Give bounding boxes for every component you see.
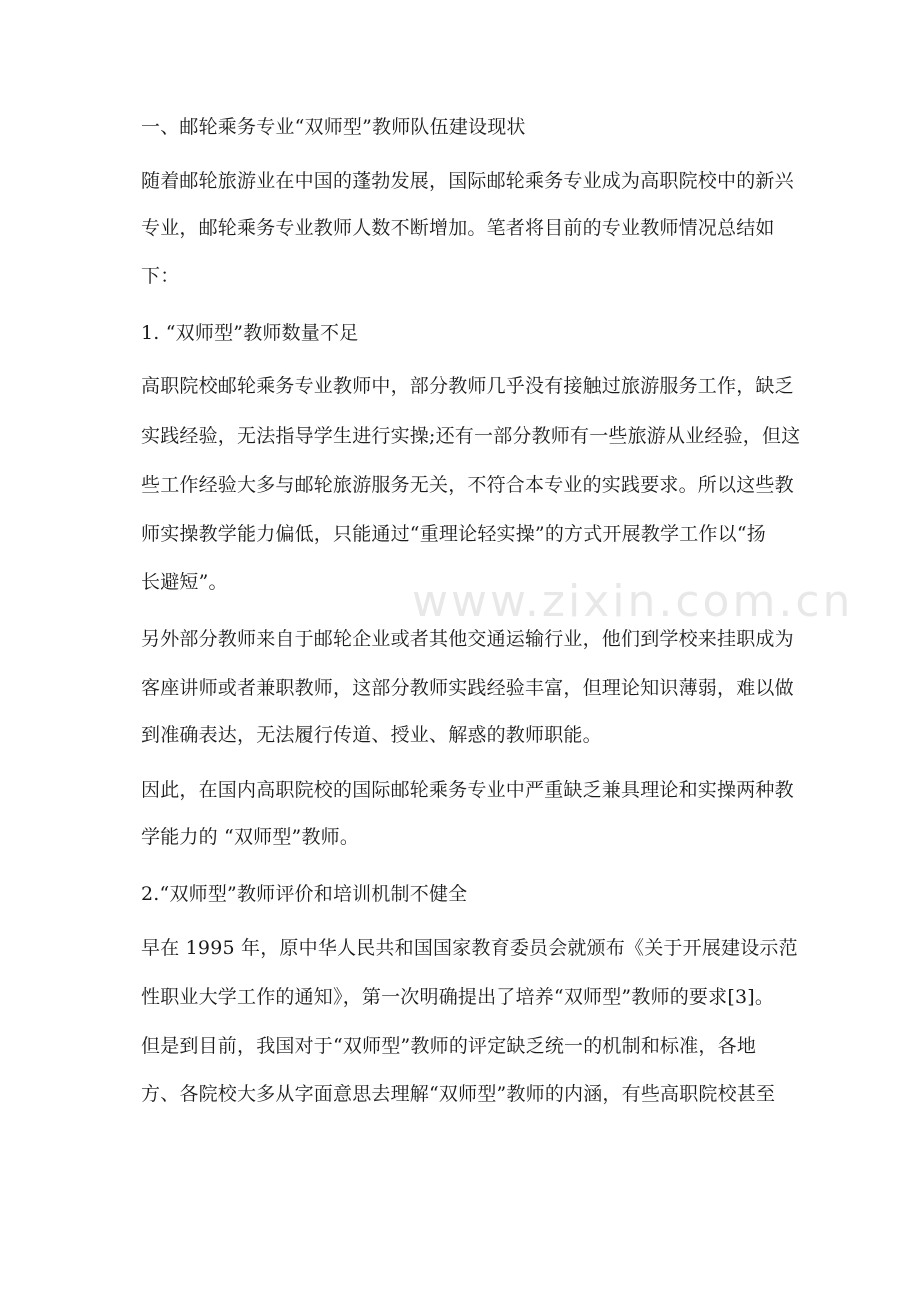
paragraph-line: 专业，邮轮乘务专业教师人数不断增加。笔者将目前的专业教师情况总结如	[141, 217, 775, 239]
paragraph-line: 另外部分教师来自于邮轮企业或者其他交通运输行业，他们到学校来挂职成为	[141, 628, 794, 650]
paragraph-line: 到准确表达，无法履行传道、授业、解惑的教师职能。	[141, 724, 602, 746]
subheading: 2.“双师型”教师评价和培训机制不健全	[141, 883, 468, 905]
subheading: 1. “双师型”教师数量不足	[141, 322, 359, 344]
paragraph-line: 随着邮轮旅游业在中国的蓬勃发展，国际邮轮乘务专业成为高职院校中的新兴	[141, 170, 794, 192]
paragraph-line: 长避短”。	[141, 571, 228, 593]
paragraph-line: 方、各院校大多从字面意思去理解“双师型”教师的内涵，有些高职院校甚至	[141, 1083, 776, 1105]
watermark: www.zixin.com.cn	[412, 576, 854, 627]
paragraph-line: 学能力的 “双师型”教师。	[141, 826, 360, 848]
section-heading: 一、邮轮乘务专业“双师型”教师队伍建设现状	[141, 116, 526, 138]
paragraph-line: 些工作经验大多与邮轮旅游服务无关，不符合本专业的实践要求。所以这些教	[141, 474, 794, 496]
paragraph-line: 早在 1995 年，原中华人民共和国国家教育委员会就颁布《关于开展建设示范	[141, 937, 798, 959]
paragraph-line: 但是到目前，我国对于“双师型”教师的评定缺乏统一的机制和标准，各地	[141, 1035, 757, 1057]
paragraph-line: 因此，在国内高职院校的国际邮轮乘务专业中严重缺乏兼具理论和实操两种教	[141, 779, 794, 801]
paragraph-line: 客座讲师或者兼职教师，这部分教师实践经验丰富，但理论知识薄弱，难以做	[141, 677, 794, 699]
paragraph-line: 高职院校邮轮乘务专业教师中，部分教师几乎没有接触过旅游服务工作，缺乏	[141, 375, 794, 397]
paragraph-line: 实践经验，无法指导学生进行实操;还有一部分教师有一些旅游从业经验，但这	[141, 425, 801, 447]
paragraph-line: 师实操教学能力偏低，只能通过“重理论轻实操”的方式开展教学工作以“扬	[141, 523, 766, 545]
paragraph-line: 下：	[141, 265, 180, 287]
paragraph-line: 性职业大学工作的通知》，第一次明确提出了培养“双师型”教师的要求[3]。	[141, 986, 775, 1008]
